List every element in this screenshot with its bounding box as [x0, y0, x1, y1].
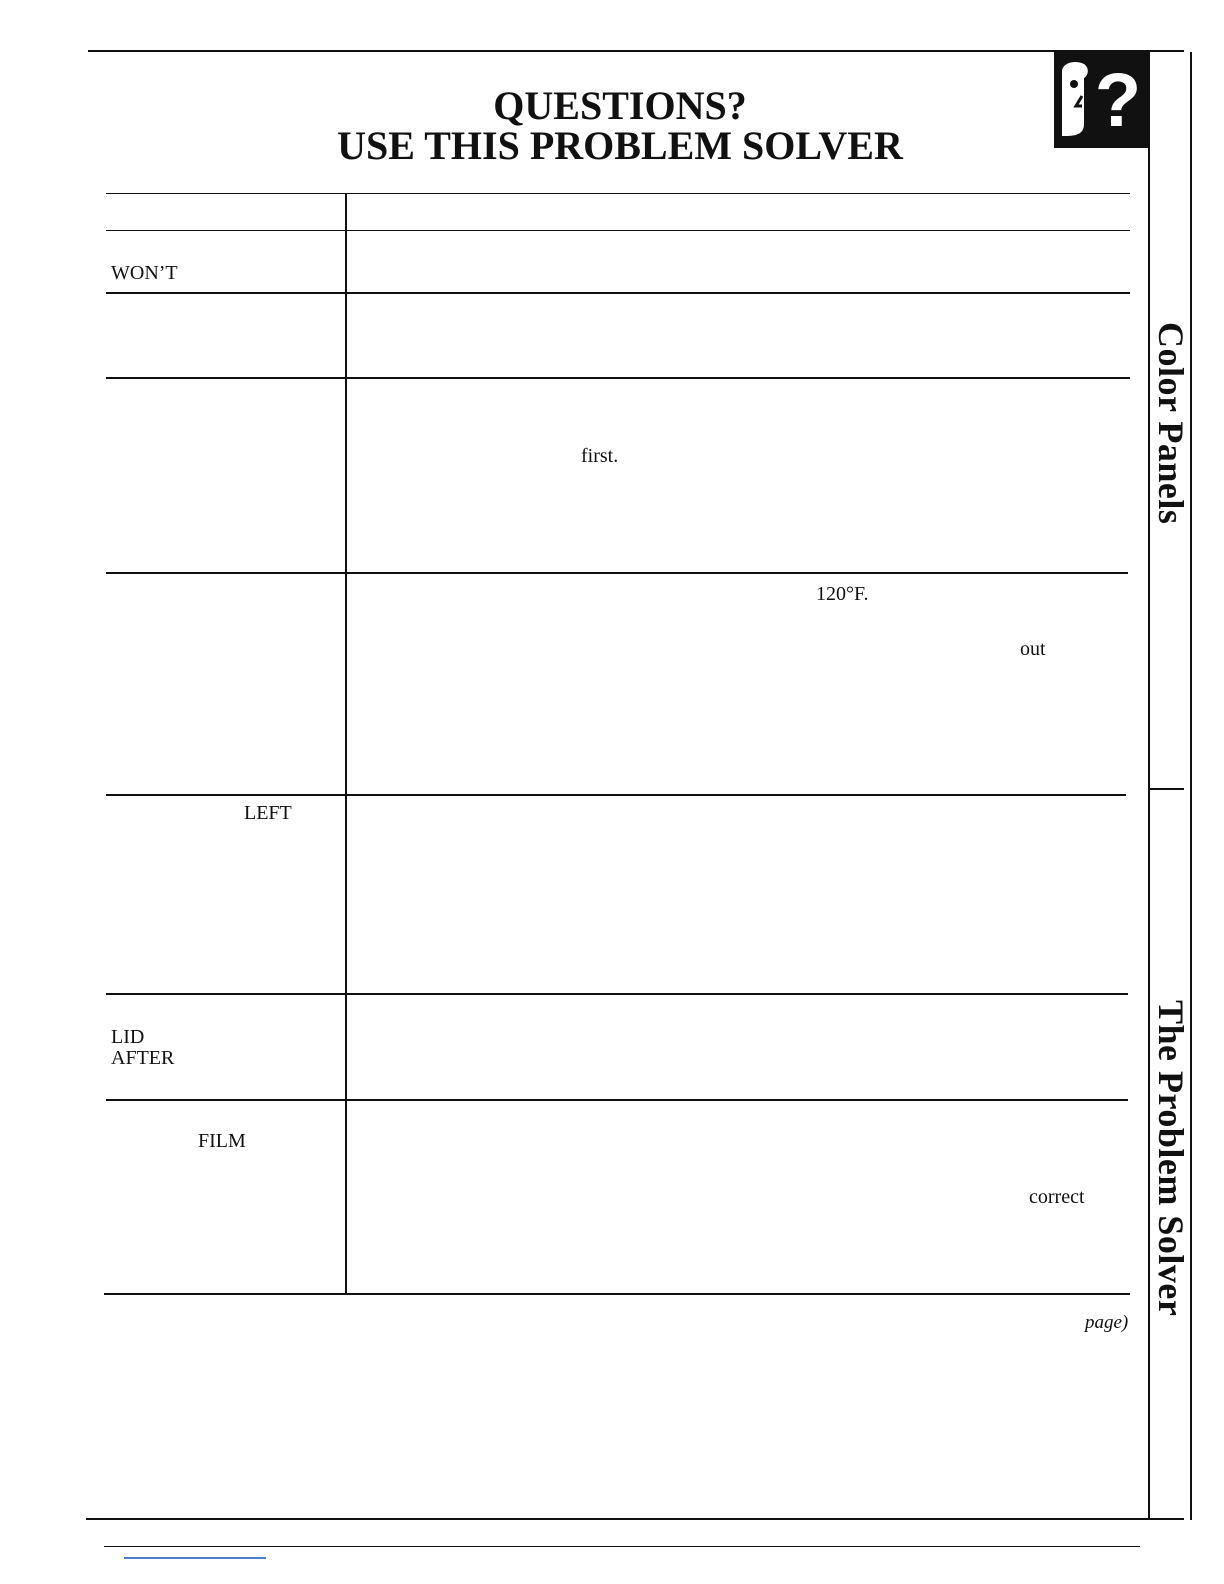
row-divider-5: [106, 794, 1126, 796]
row-divider-7: [106, 1099, 1128, 1101]
question-face-icon: [1054, 52, 1150, 148]
page-title-line-2: USE THIS PROBLEM SOLVER: [337, 123, 903, 168]
table-top-rule: [106, 193, 1130, 194]
page-title-line-1: QUESTIONS?: [493, 83, 747, 128]
problem-label-wont: WON’T: [111, 262, 178, 284]
table-bottom-rule: [104, 1293, 1130, 1295]
row-divider-6: [106, 993, 1128, 995]
table-column-divider: [345, 193, 347, 1295]
solution-fragment-temperature: 120°F.: [816, 583, 869, 605]
side-tab-divider: [1148, 788, 1184, 790]
solution-fragment-correct: correct: [1029, 1186, 1085, 1208]
solution-fragment-out: out: [1020, 638, 1046, 660]
problem-label-film: FILM: [198, 1130, 246, 1152]
continued-page-note: page): [1085, 1312, 1129, 1333]
top-rule: [88, 50, 1184, 52]
svg-text:?: ?: [1094, 58, 1142, 143]
problem-label-lid: LID: [111, 1026, 145, 1048]
side-tab-color-panels[interactable]: Color Panels: [1151, 322, 1191, 525]
solution-fragment-first: first.: [581, 445, 619, 467]
problem-label-after: AFTER: [111, 1047, 175, 1069]
bottom-rule: [86, 1518, 1184, 1520]
problem-label-left: LEFT: [244, 802, 292, 824]
row-divider-2: [106, 292, 1130, 294]
footer-accent-rule: [124, 1557, 266, 1559]
row-divider-1: [106, 230, 1130, 231]
row-divider-4: [106, 572, 1128, 574]
side-tab-problem-solver[interactable]: The Problem Solver: [1151, 1000, 1191, 1317]
footer-rule: [104, 1546, 1140, 1547]
row-divider-3: [106, 377, 1130, 379]
